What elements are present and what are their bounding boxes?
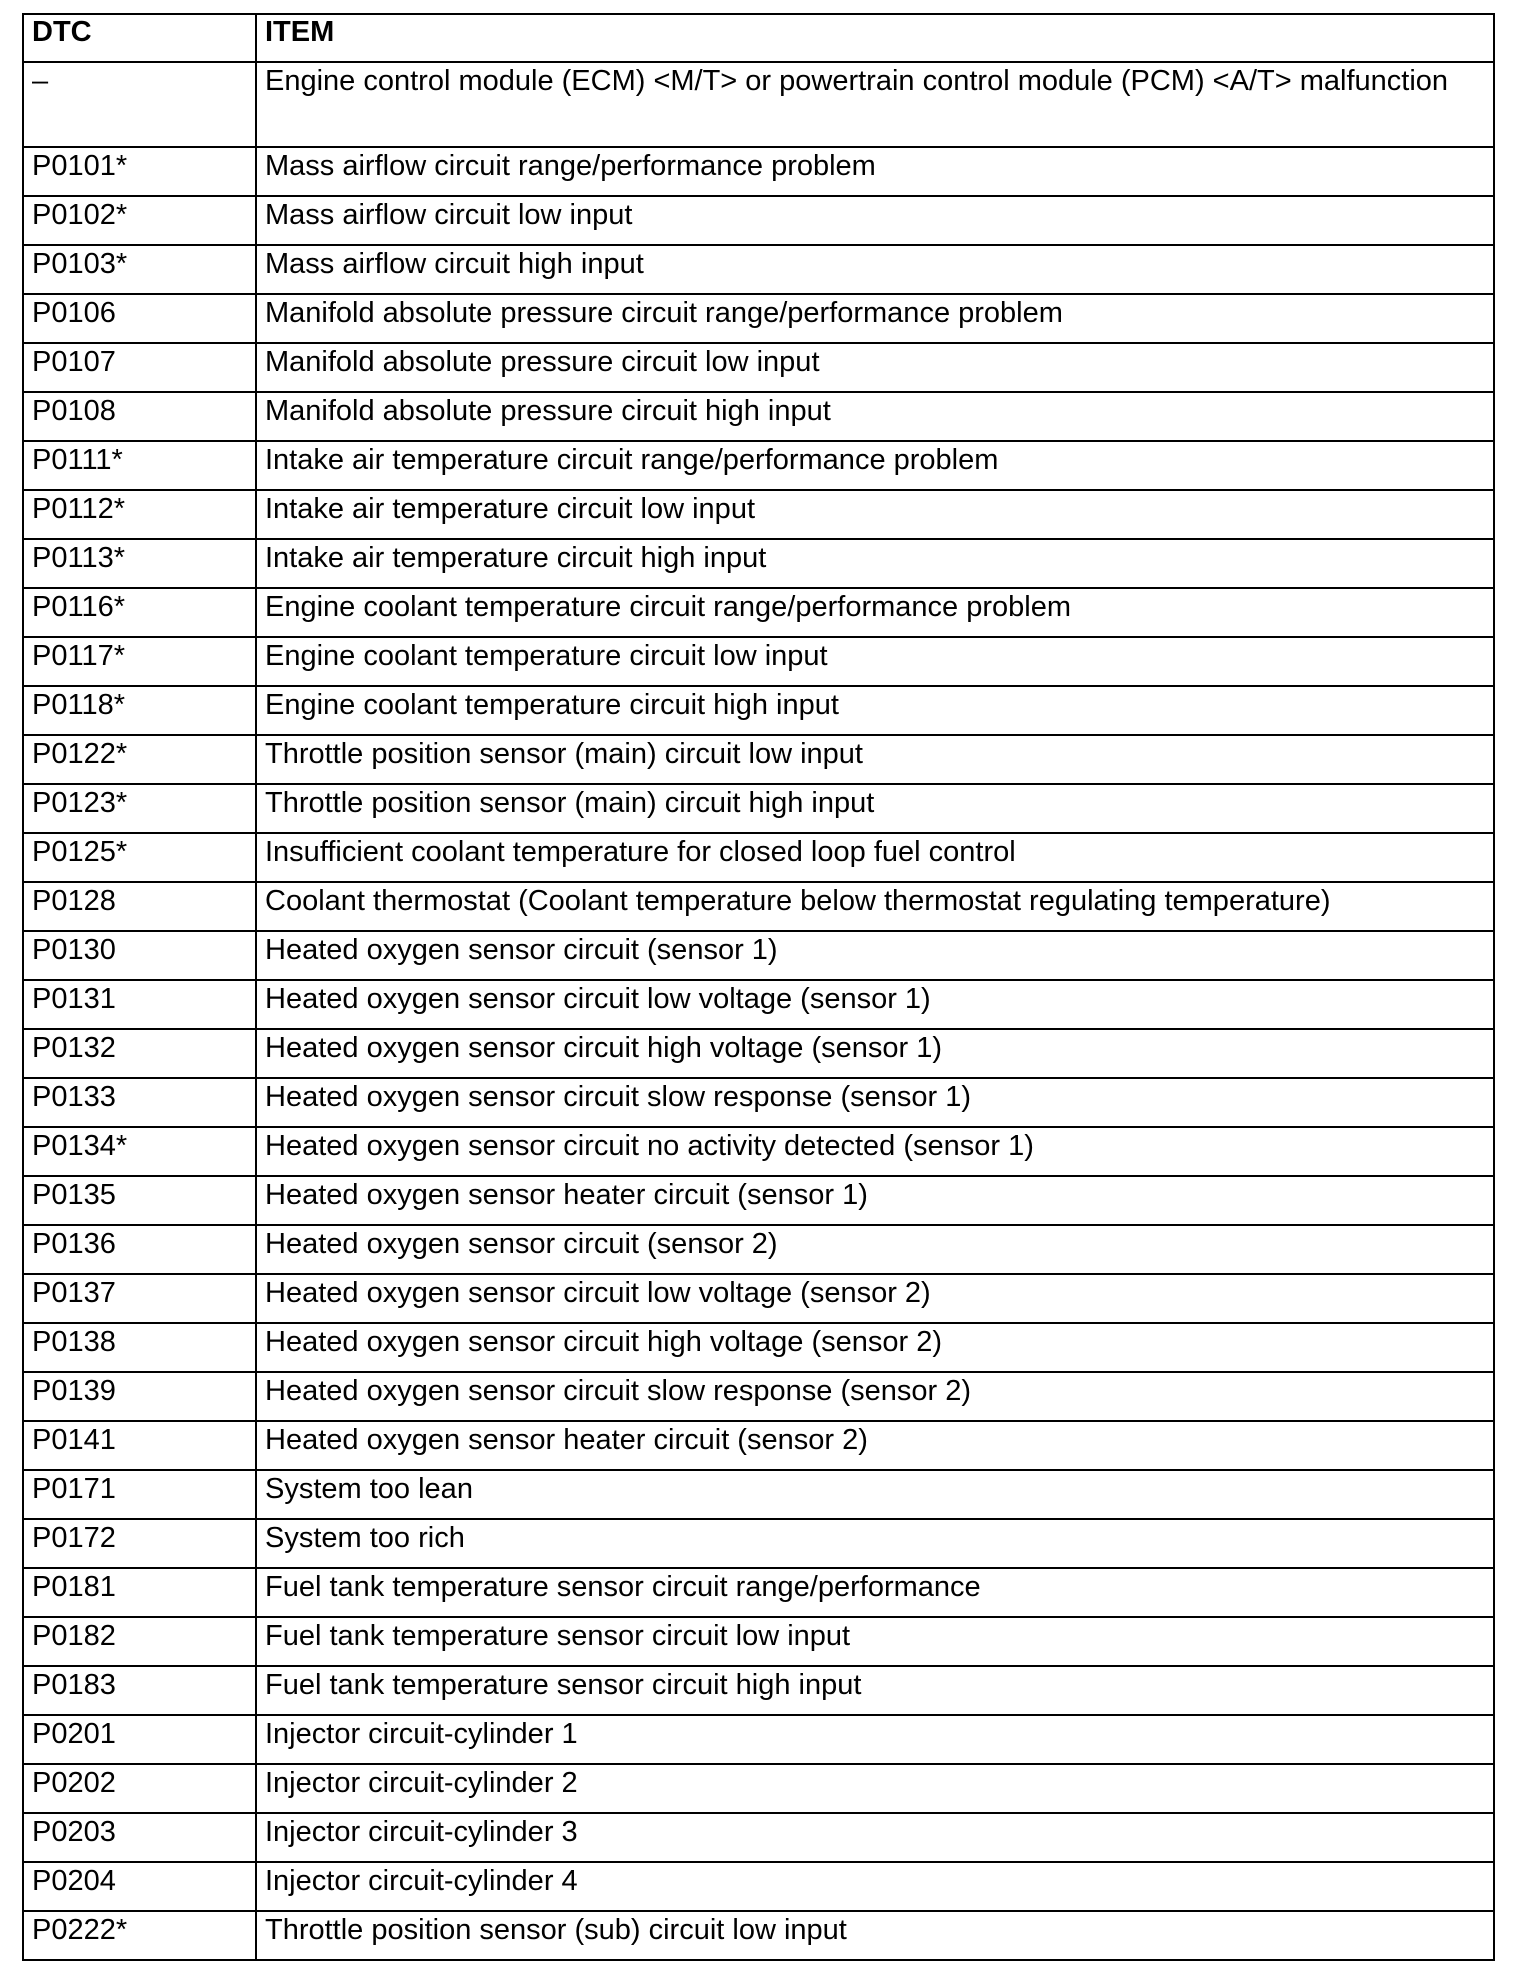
dtc-item-cell: Fuel tank temperature sensor circuit high input: [256, 1666, 1494, 1715]
table-row: [23, 392, 1494, 441]
table-row: [23, 1225, 1494, 1274]
dtc-code-cell: –: [23, 62, 256, 147]
table-row: [23, 1911, 1494, 1960]
dtc-item-cell: Injector circuit-cylinder 2: [256, 1764, 1494, 1813]
dtc-item-cell: Intake air temperature circuit range/performance problem: [256, 441, 1494, 490]
dtc-item-cell: Mass airflow circuit range/performance problem: [256, 147, 1494, 196]
dtc-item-cell: Manifold absolute pressure circuit high input: [256, 392, 1494, 441]
header-item: ITEM: [256, 14, 1494, 62]
table-row: [23, 1715, 1494, 1764]
dtc-code-cell: P0113*: [23, 539, 256, 588]
dtc-code-cell: P0102*: [23, 196, 256, 245]
dtc-item-cell: Throttle position sensor (main) circuit low input: [256, 735, 1494, 784]
dtc-code-cell: P0201: [23, 1715, 256, 1764]
dtc-item-cell: Mass airflow circuit high input: [256, 245, 1494, 294]
table-row: [23, 245, 1494, 294]
dtc-item-cell: Throttle position sensor (main) circuit high input: [256, 784, 1494, 833]
dtc-item-cell: Injector circuit-cylinder 3: [256, 1813, 1494, 1862]
table-row: [23, 343, 1494, 392]
dtc-code-cell: P0117*: [23, 637, 256, 686]
dtc-item-cell: Coolant thermostat (Coolant temperature below thermostat regulating temperature): [256, 882, 1494, 931]
dtc-table: [22, 13, 1495, 1961]
dtc-item-cell: Heated oxygen sensor circuit high voltage (sensor 2): [256, 1323, 1494, 1372]
table-row: [23, 441, 1494, 490]
dtc-item-cell: Engine coolant temperature circuit range/performance problem: [256, 588, 1494, 637]
dtc-item-cell: Fuel tank temperature sensor circuit low input: [256, 1617, 1494, 1666]
dtc-code-cell: P0131: [23, 980, 256, 1029]
dtc-code-cell: P0130: [23, 931, 256, 980]
dtc-item-cell: Intake air temperature circuit high input: [256, 539, 1494, 588]
dtc-item-cell: Manifold absolute pressure circuit range/performance problem: [256, 294, 1494, 343]
table-row: [23, 980, 1494, 1029]
dtc-item-cell: Heated oxygen sensor circuit slow response (sensor 1): [256, 1078, 1494, 1127]
dtc-code-cell: P0118*: [23, 686, 256, 735]
dtc-code-cell: P0203: [23, 1813, 256, 1862]
dtc-item-cell: Injector circuit-cylinder 4: [256, 1862, 1494, 1911]
dtc-code-cell: P0136: [23, 1225, 256, 1274]
dtc-code-cell: P0106: [23, 294, 256, 343]
dtc-code-cell: P0181: [23, 1568, 256, 1617]
dtc-item-cell: Fuel tank temperature sensor circuit range/performance: [256, 1568, 1494, 1617]
dtc-item-cell: Injector circuit-cylinder 1: [256, 1715, 1494, 1764]
table-header-row: [23, 14, 1494, 62]
table-row: [23, 1666, 1494, 1715]
dtc-code-cell: P0125*: [23, 833, 256, 882]
dtc-item-cell: System too rich: [256, 1519, 1494, 1568]
dtc-code-cell: P0132: [23, 1029, 256, 1078]
dtc-code-cell: P0204: [23, 1862, 256, 1911]
table-row: [23, 1519, 1494, 1568]
dtc-item-cell: Engine coolant temperature circuit low input: [256, 637, 1494, 686]
dtc-item-cell: Heated oxygen sensor circuit high voltage (sensor 1): [256, 1029, 1494, 1078]
dtc-code-cell: P0138: [23, 1323, 256, 1372]
table-row: [23, 147, 1494, 196]
dtc-code-cell: P0128: [23, 882, 256, 931]
dtc-code-cell: P0103*: [23, 245, 256, 294]
table-row: [23, 882, 1494, 931]
table-row: [23, 833, 1494, 882]
table-row: [23, 1617, 1494, 1666]
dtc-item-cell: Heated oxygen sensor circuit no activity detected (sensor 1): [256, 1127, 1494, 1176]
dtc-code-cell: P0134*: [23, 1127, 256, 1176]
table-body: [23, 62, 1494, 1960]
dtc-code-cell: P0122*: [23, 735, 256, 784]
dtc-code-cell: P0202: [23, 1764, 256, 1813]
table-row: [23, 637, 1494, 686]
dtc-code-cell: P0116*: [23, 588, 256, 637]
dtc-item-cell: Mass airflow circuit low input: [256, 196, 1494, 245]
table-row: [23, 196, 1494, 245]
header-dtc: DTC: [23, 14, 256, 62]
dtc-item-cell: Intake air temperature circuit low input: [256, 490, 1494, 539]
dtc-item-cell: Heated oxygen sensor circuit low voltage (sensor 2): [256, 1274, 1494, 1323]
table-row: [23, 1176, 1494, 1225]
dtc-code-cell: P0135: [23, 1176, 256, 1225]
dtc-code-cell: P0101*: [23, 147, 256, 196]
table-row: [23, 784, 1494, 833]
dtc-code-cell: P0171: [23, 1470, 256, 1519]
table-row: [23, 1078, 1494, 1127]
dtc-item-cell: System too lean: [256, 1470, 1494, 1519]
table-row: [23, 1029, 1494, 1078]
dtc-item-cell: Throttle position sensor (sub) circuit low input: [256, 1911, 1494, 1960]
dtc-code-cell: P0111*: [23, 441, 256, 490]
table-row: [23, 1274, 1494, 1323]
table-row: [23, 1372, 1494, 1421]
dtc-code-cell: P0141: [23, 1421, 256, 1470]
table-row: [23, 1127, 1494, 1176]
dtc-code-cell: P0139: [23, 1372, 256, 1421]
table-row: [23, 1568, 1494, 1617]
dtc-code-cell: P0133: [23, 1078, 256, 1127]
dtc-item-cell: Engine control module (ECM) <M/T> or powertrain control module (PCM) <A/T> malfunction: [256, 62, 1494, 147]
table-row: [23, 490, 1494, 539]
table-row: [23, 735, 1494, 784]
dtc-item-cell: Heated oxygen sensor circuit (sensor 2): [256, 1225, 1494, 1274]
dtc-code-cell: P0107: [23, 343, 256, 392]
table-row: [23, 1323, 1494, 1372]
table-row: [23, 539, 1494, 588]
table-row: [23, 1764, 1494, 1813]
table-row: [23, 1421, 1494, 1470]
dtc-code-cell: P0108: [23, 392, 256, 441]
dtc-item-cell: Heated oxygen sensor heater circuit (sensor 1): [256, 1176, 1494, 1225]
table-row: [23, 1862, 1494, 1911]
dtc-item-cell: Engine coolant temperature circuit high input: [256, 686, 1494, 735]
table-row: [23, 588, 1494, 637]
dtc-item-cell: Manifold absolute pressure circuit low input: [256, 343, 1494, 392]
dtc-code-cell: P0222*: [23, 1911, 256, 1960]
table-row: [23, 294, 1494, 343]
dtc-code-cell: P0172: [23, 1519, 256, 1568]
dtc-code-cell: P0112*: [23, 490, 256, 539]
dtc-item-cell: Insufficient coolant temperature for closed loop fuel control: [256, 833, 1494, 882]
dtc-code-cell: P0123*: [23, 784, 256, 833]
table-row: [23, 1470, 1494, 1519]
dtc-item-cell: Heated oxygen sensor circuit (sensor 1): [256, 931, 1494, 980]
table-row: [23, 931, 1494, 980]
dtc-item-cell: Heated oxygen sensor heater circuit (sensor 2): [256, 1421, 1494, 1470]
dtc-code-cell: P0183: [23, 1666, 256, 1715]
dtc-item-cell: Heated oxygen sensor circuit slow response (sensor 2): [256, 1372, 1494, 1421]
dtc-code-cell: P0182: [23, 1617, 256, 1666]
table-row: [23, 62, 1494, 147]
dtc-code-cell: P0137: [23, 1274, 256, 1323]
dtc-item-cell: Heated oxygen sensor circuit low voltage (sensor 1): [256, 980, 1494, 1029]
table-row: [23, 686, 1494, 735]
table-row: [23, 1813, 1494, 1862]
